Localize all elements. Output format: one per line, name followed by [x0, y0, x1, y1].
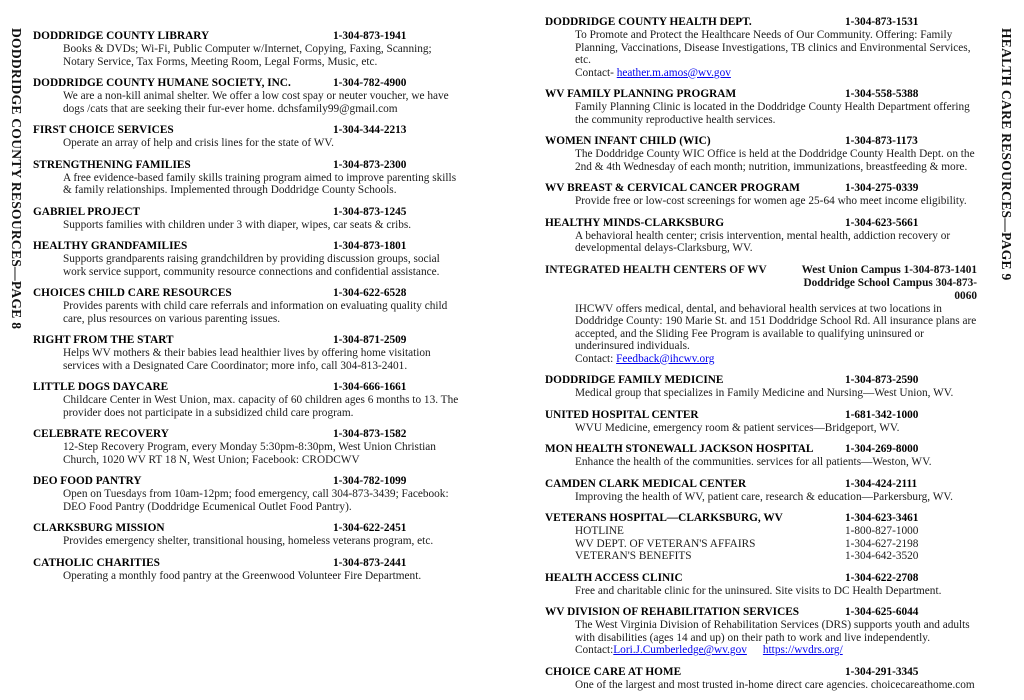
resource-description: Operate an array of help and crisis lines for the state of WV. — [63, 137, 334, 149]
health-dept-entry — [545, 16, 977, 79]
resource-entry — [33, 381, 465, 419]
resource-entry — [33, 159, 465, 197]
resource-entry — [545, 409, 977, 435]
resource-entry — [545, 217, 977, 255]
resource-entry — [33, 240, 465, 278]
rehab-entry — [545, 606, 977, 657]
resource-phone: 1-304-873-1531 — [845, 16, 919, 28]
resource-name: CATHOLIC CHARITIES — [33, 556, 160, 569]
resource-name: HEALTHY GRANDFAMILIES — [33, 240, 188, 252]
sub-line-phone: 1-800-827-1000 — [845, 525, 919, 537]
resource-description: Provides parents with child care referrals and information on evaluating quality child care, plus resources on various parenting issues. — [63, 300, 448, 325]
campus-phone: West Union Campus 1-304-873-1401 — [801, 263, 977, 276]
resource-phone: 1-304-622-6528 — [333, 287, 407, 299]
resource-name: DODDRIDGE FAMILY MEDICINE — [545, 374, 724, 386]
veterans-entry — [545, 512, 977, 563]
resource-phone: 1-304-873-1801 — [333, 240, 407, 252]
resource-name: HEALTHY MINDS-CLARKSBURG — [545, 216, 725, 229]
resource-name: DEO FOOD PANTRY — [33, 475, 142, 487]
resource-description: Supports grandparents raising grandchildren by providing discussion groups, social work service support, community resource connections and confidential assistance. — [63, 253, 440, 278]
resource-phone: 1-304-873-1173 — [845, 135, 918, 147]
resource-entry — [33, 77, 465, 115]
resource-name: FIRST CHOICE SERVICES — [33, 124, 174, 136]
website-link[interactable]: https://wvdrs.org/ — [762, 644, 843, 656]
campus-phone: Doddridge School Campus 304-873-0060 — [803, 276, 977, 302]
resource-phone: 1-304-873-2590 — [845, 374, 919, 386]
resource-description: Free and charitable clinic for the uninsured. Site visits to DC Health Department. — [575, 584, 942, 597]
resource-description: Provide free or low-cost screenings for women age 25-64 who meet income eligibility. — [575, 195, 967, 207]
resource-phone: 1-304-622-2451 — [333, 522, 407, 534]
resource-phone: 1-304-782-1099 — [333, 475, 407, 487]
resource-name: CHOICES CHILD CARE RESOURCES — [33, 287, 232, 299]
resource-phone: 1-304-782-4900 — [333, 77, 407, 89]
resource-entry — [33, 124, 465, 150]
resource-name: WOMEN INFANT CHILD (WIC) — [545, 135, 711, 147]
resource-name: UNITED HOSPITAL CENTER — [545, 408, 699, 421]
contact-label: Contact: — [575, 352, 617, 365]
resource-description: The West Virginia Division of Rehabilitation Services (DRS) supports youth and adults with disabilities (ages 14 and up) on their path to work and live independently. — [575, 619, 970, 644]
resource-phone: 1-304-558-5388 — [845, 88, 919, 100]
resource-description: Improving the health of WV, patient care, research & education—Parkersburg, WV. — [575, 490, 953, 503]
resource-name: LITTLE DOGS DAYCARE — [33, 381, 169, 393]
resource-name: MON HEALTH STONEWALL JACKSON HOSPITAL — [545, 443, 814, 455]
resource-entry — [545, 88, 977, 126]
resource-description: Medical group that specializes in Family Medicine and Nursing—West Union, WV. — [575, 387, 954, 399]
resource-name: DODDRIDGE COUNTY HUMANE SOCIETY, INC. — [33, 77, 291, 89]
resource-phone: 1-681-342-1000 — [845, 408, 919, 421]
resource-description: Operating a monthly food pantry at the Greenwood Volunteer Fire Department. — [63, 569, 422, 582]
resource-description: We are a non-kill animal shelter. We offer a low cost spay or neuter voucher, we have dogs /cats that are seeking their fur-ever home. dchsfamily99@gmail.com — [63, 90, 449, 115]
contact-label: Contact: — [575, 644, 614, 656]
resource-phone: 1-304-424-2111 — [845, 477, 918, 490]
resource-description: Enhance the health of the communities. services for all patients—Weston, WV. — [575, 456, 932, 468]
health-resource-list — [545, 16, 977, 700]
resource-entry — [33, 334, 465, 372]
contact-email-link[interactable]: Lori.J.Cumberledge@wv.gov — [613, 644, 747, 656]
resource-phone: 1-304-622-2708 — [845, 571, 919, 584]
ihc-entry — [545, 264, 977, 366]
resource-entry — [545, 374, 977, 400]
resource-entry — [33, 522, 465, 548]
resource-name: WV BREAST & CERVICAL CANCER PROGRAM — [545, 182, 800, 194]
resource-phone: 1-304-873-1582 — [333, 428, 407, 440]
resource-entry — [33, 475, 465, 513]
left-page — [0, 0, 512, 662]
sub-line-label: VETERAN'S BENEFITS — [575, 550, 692, 562]
contact-label: Contact- — [575, 66, 617, 79]
sub-line — [575, 550, 977, 563]
resource-entry — [33, 287, 465, 325]
resource-name: CLARKSBURG MISSION — [33, 522, 165, 534]
resource-description: One of the largest and most trusted in-home direct care agencies. choicecareathome.com — [575, 678, 975, 691]
resource-entry — [545, 478, 977, 504]
contact-row — [575, 353, 977, 366]
right-page-side-label: HEALTH CARE RESOURCES—PAGE 9 — [999, 28, 1014, 281]
resource-description: A free evidence-based family skills training program aimed to improve parenting skills & family relationships. Implemented through Doddridge County Schools. — [63, 171, 457, 196]
resource-name: CAMDEN CLARK MEDICAL CENTER — [545, 477, 747, 490]
resource-description: Childcare Center in West Union, max. capacity of 60 children ages 6 months to 13. The provider does not participate in a subsidized child care program. — [63, 394, 459, 419]
resource-name: STRENGTHENING FAMILIES — [33, 158, 191, 171]
sub-line-label: WV DEPT. OF VETERAN'S AFFAIRS — [575, 537, 756, 550]
sub-line-phone: 1-304-627-2198 — [845, 537, 919, 550]
resource-entry — [545, 572, 977, 598]
sub-line-phone: 1-304-642-3520 — [845, 550, 919, 562]
resource-description: Books & DVDs; Wi-Fi, Public Computer w/Internet, Copying, Faxing, Scanning; Notary Service, Tax Forms, Meeting Room, Legal Forms, Music, etc. — [63, 43, 432, 68]
resource-description: 12-Step Recovery Program, every Monday 5:30pm-8:30pm, West Union Christian Church, 1020 WV RT 18 N, West Union; Facebook: CRODCWV — [63, 441, 436, 466]
resource-entry — [33, 428, 465, 466]
resource-entry — [545, 443, 977, 469]
resource-description: IHCWV offers medical, dental, and behavioral health services at two locations in Doddridge County: 190 Marie St. and 151 Doddridge School Rd. All insurance plans are accepted, and the Sliding Fee Program is available to qualifying uninsured or underinsured individuals. — [575, 302, 977, 352]
resource-phone: 1-304-625-6044 — [845, 606, 919, 618]
sub-line — [575, 525, 977, 538]
resource-description: Family Planning Clinic is located in the Doddridge County Health Department offering the community reproductive health services. — [575, 101, 970, 126]
resource-description: WVU Medicine, emergency room & patient services—Bridgeport, WV. — [575, 421, 900, 434]
resource-phone: 1-304-873-2300 — [333, 158, 407, 171]
resource-description: A behavioral health center; crisis intervention, mental health, addiction recovery or developmental delays-Clarksburg, WV. — [575, 229, 951, 254]
left-page-side-label: DODDRIDGE COUNTY RESOURCES—PAGE 8 — [9, 28, 24, 330]
resource-description: The Doddridge County WIC Office is held at the Doddridge County Health Dept. on the 2nd & 4th Wednesday of each month; nutrition, immunizations, breastfeeding & more. — [575, 148, 975, 173]
resource-description: Supports families with children under 3 with diaper, wipes, car seats & cribs. — [63, 218, 412, 231]
sub-line — [575, 538, 977, 551]
resource-phone: 1-304-871-2509 — [333, 334, 407, 346]
resource-name: DODDRIDGE COUNTY HEALTH DEPT. — [545, 16, 752, 28]
resource-phone: 1-304-344-2213 — [333, 124, 407, 136]
resource-phone: 1-304-873-2441 — [333, 556, 407, 569]
left-resource-list — [33, 30, 465, 591]
resource-phone: 1-304-623-5661 — [845, 216, 919, 229]
resource-entry — [33, 206, 465, 232]
contact-email-link[interactable]: heather.m.amos@wv.gov — [616, 66, 731, 79]
resource-name: INTEGRATED HEALTH CENTERS OF WV — [545, 263, 767, 276]
resource-entry — [545, 666, 977, 692]
resource-description: Open on Tuesdays from 10am-12pm; food emergency, call 304-873-3439; Facebook: DEO Food Pantry (Doddridge Ecumenical Outlet Food Pantry). — [63, 488, 449, 513]
right-page — [512, 0, 1024, 691]
resource-description: To Promote and Protect the Healthcare Needs of Our Community. Offering: Family Planning, Vaccinations, Disease Investigations, TB clinics and Environmental Services, etc. — [575, 29, 971, 66]
resource-phone: 1-304-873-1245 — [333, 205, 407, 218]
sub-line-label: HOTLINE — [575, 525, 624, 537]
resource-phone: 1-304-623-3461 — [845, 512, 919, 524]
resource-name: WV FAMILY PLANNING PROGRAM — [545, 88, 737, 100]
resource-name: DODDRIDGE COUNTY LIBRARY — [33, 30, 210, 42]
resource-entry — [33, 557, 465, 583]
resource-description: Provides emergency shelter, transitional housing, homeless veterans program, etc. — [63, 535, 434, 547]
resource-name: HEALTH ACCESS CLINIC — [545, 571, 683, 584]
resource-name: CELEBRATE RECOVERY — [33, 428, 169, 440]
resource-name: VETERANS HOSPITAL—CLARKSBURG, WV — [545, 512, 783, 524]
resource-name: RIGHT FROM THE START — [33, 334, 174, 346]
resource-phone: 1-304-873-1941 — [333, 30, 407, 42]
resource-phone: 1-304-269-8000 — [845, 443, 919, 455]
resource-entry — [545, 182, 977, 208]
resource-entry — [545, 135, 977, 173]
resource-phone: 1-304-666-1661 — [333, 381, 407, 393]
resource-name: GABRIEL PROJECT — [33, 205, 141, 218]
resource-name: WV DIVISION OF REHABILITATION SERVICES — [545, 606, 800, 618]
resource-entry — [33, 30, 465, 68]
resource-phone: 1-304-291-3345 — [845, 665, 919, 678]
contact-row — [575, 644, 977, 657]
resource-name: CHOICE CARE AT HOME — [545, 665, 682, 678]
resource-description: Helps WV mothers & their babies lead healthier lives by offering home visitation services with a Designated Care Coordinator; more info, call 304-813-2401. — [63, 347, 431, 372]
contact-email-link[interactable]: Feedback@ihcwv.org — [616, 352, 715, 365]
contact-row — [575, 67, 977, 80]
resource-phone: 1-304-275-0339 — [845, 182, 919, 194]
